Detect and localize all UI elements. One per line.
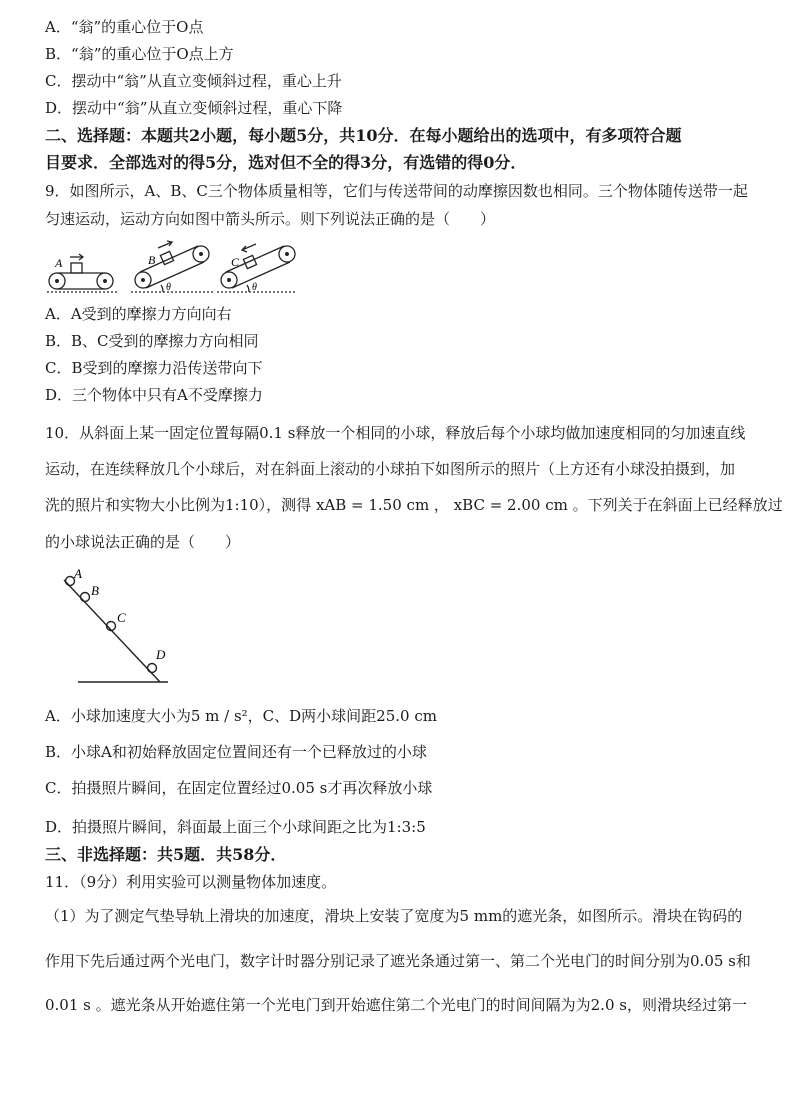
block-c-icon xyxy=(243,255,256,268)
q10-option-d: D．拍摄照片瞬间，斜面最上面三个小球间距之比为1:3:5 xyxy=(45,818,426,836)
block-a-icon xyxy=(71,263,82,273)
theta-label-c: θ xyxy=(252,282,257,293)
q10-option-a: A．小球加速度大小为5 m / s²，C、D两小球间距25.0 cm xyxy=(45,707,437,725)
q10-option-b: B．小球A和初始释放固定位置间还有一个已释放过的小球 xyxy=(45,743,427,761)
q9-option-d: D．三个物体中只有A不受摩擦力 xyxy=(45,386,263,404)
ball-d-icon xyxy=(148,664,157,673)
q10-incline-figure xyxy=(48,560,178,688)
ball-b-icon xyxy=(81,593,90,602)
block-a-label: A xyxy=(55,256,63,270)
q8-option-a: A．“翁”的重心位于O点 xyxy=(45,18,204,36)
q11-stem-line1: 11．（9分）利用实验可以测量物体加速度。 xyxy=(45,873,337,891)
q10-stem-line3: 洗的照片和实物大小比例为1:10），测得 xAB = 1.50 cm ， xBC = 2.00 cm 。下列关于在斜面上已经释放过 xyxy=(45,496,783,514)
ball-d-label: D xyxy=(156,647,166,662)
q11-stem-line3: 作用下先后通过两个光电门，数字计时器分别记录了遮光条通过第一、第二个光电门的时间分别为0.05 s和 xyxy=(45,952,751,970)
inclined-conveyor-b xyxy=(131,241,215,292)
q8-option-d: D．摆动中“翁”从直立变倾斜过程，重心下降 xyxy=(45,99,343,117)
ball-a-label: A xyxy=(74,566,82,581)
q10-option-c: C．拍摄照片瞬间，在固定位置经过0.05 s才再次释放小球 xyxy=(45,779,433,797)
q9-option-b: B．B、C受到的摩擦力方向相同 xyxy=(45,332,259,350)
q10-stem-line2: 运动，在连续释放几个小球后，对在斜面上滚动的小球拍下如图所示的照片（上方还有小球没拍摄到，加 xyxy=(45,460,736,478)
theta-label-b: θ xyxy=(166,282,171,293)
q11-stem-line2: （1）为了测定气垫导轨上滑块的加速度，滑块上安装了宽度为5 mm的遮光条，如图所示。滑块在钩码的 xyxy=(45,907,743,925)
q9-stem-line1: 9．如图所示，A、B、C三个物体质量相等，它们与传送带间的动摩擦因数也相同。三个物体随传送带一起 xyxy=(45,182,748,200)
q10-stem-line4: 的小球说法正确的是（ ） xyxy=(45,533,241,551)
block-c-label: C xyxy=(231,255,240,269)
q9-conveyor-figure xyxy=(45,236,305,298)
q11-stem-line4: 0.01 s 。遮光条从开始遮住第一个光电门到开始遮住第二个光电门的时间间隔为为2.0 s，则滑块经过第一 xyxy=(45,996,747,1014)
q10-stem-line1: 10．从斜面上某一固定位置每隔0.1 s释放一个相同的小球，释放后每个小球均做加速度相同的匀加速直线 xyxy=(45,424,746,442)
block-b-label: B xyxy=(148,253,156,267)
ball-b-label: B xyxy=(91,583,99,598)
section2-heading-line1: 二、选择题：本题共2小题，每小题5分，共10分．在每小题给出的选项中，有多项符合题 xyxy=(45,126,682,145)
section3-heading: 三、非选择题：共5题．共58分． xyxy=(45,845,287,864)
q8-option-b: B．“翁”的重心位于O点上方 xyxy=(45,45,234,63)
q9-option-a: A．A受到的摩擦力方向向右 xyxy=(45,305,232,323)
section2-heading-line2: 目要求．全部选对的得5分，选对但不全的得3分，有选错的得0分． xyxy=(45,153,527,172)
q9-stem-line2: 匀速运动，运动方向如图中箭头所示。则下列说法正确的是（ ） xyxy=(45,210,496,228)
q8-option-c: C．摆动中“翁”从直立变倾斜过程，重心上升 xyxy=(45,72,342,90)
q9-option-c: C．B受到的摩擦力沿传送带向下 xyxy=(45,359,263,377)
ball-c-label: C xyxy=(117,610,126,625)
